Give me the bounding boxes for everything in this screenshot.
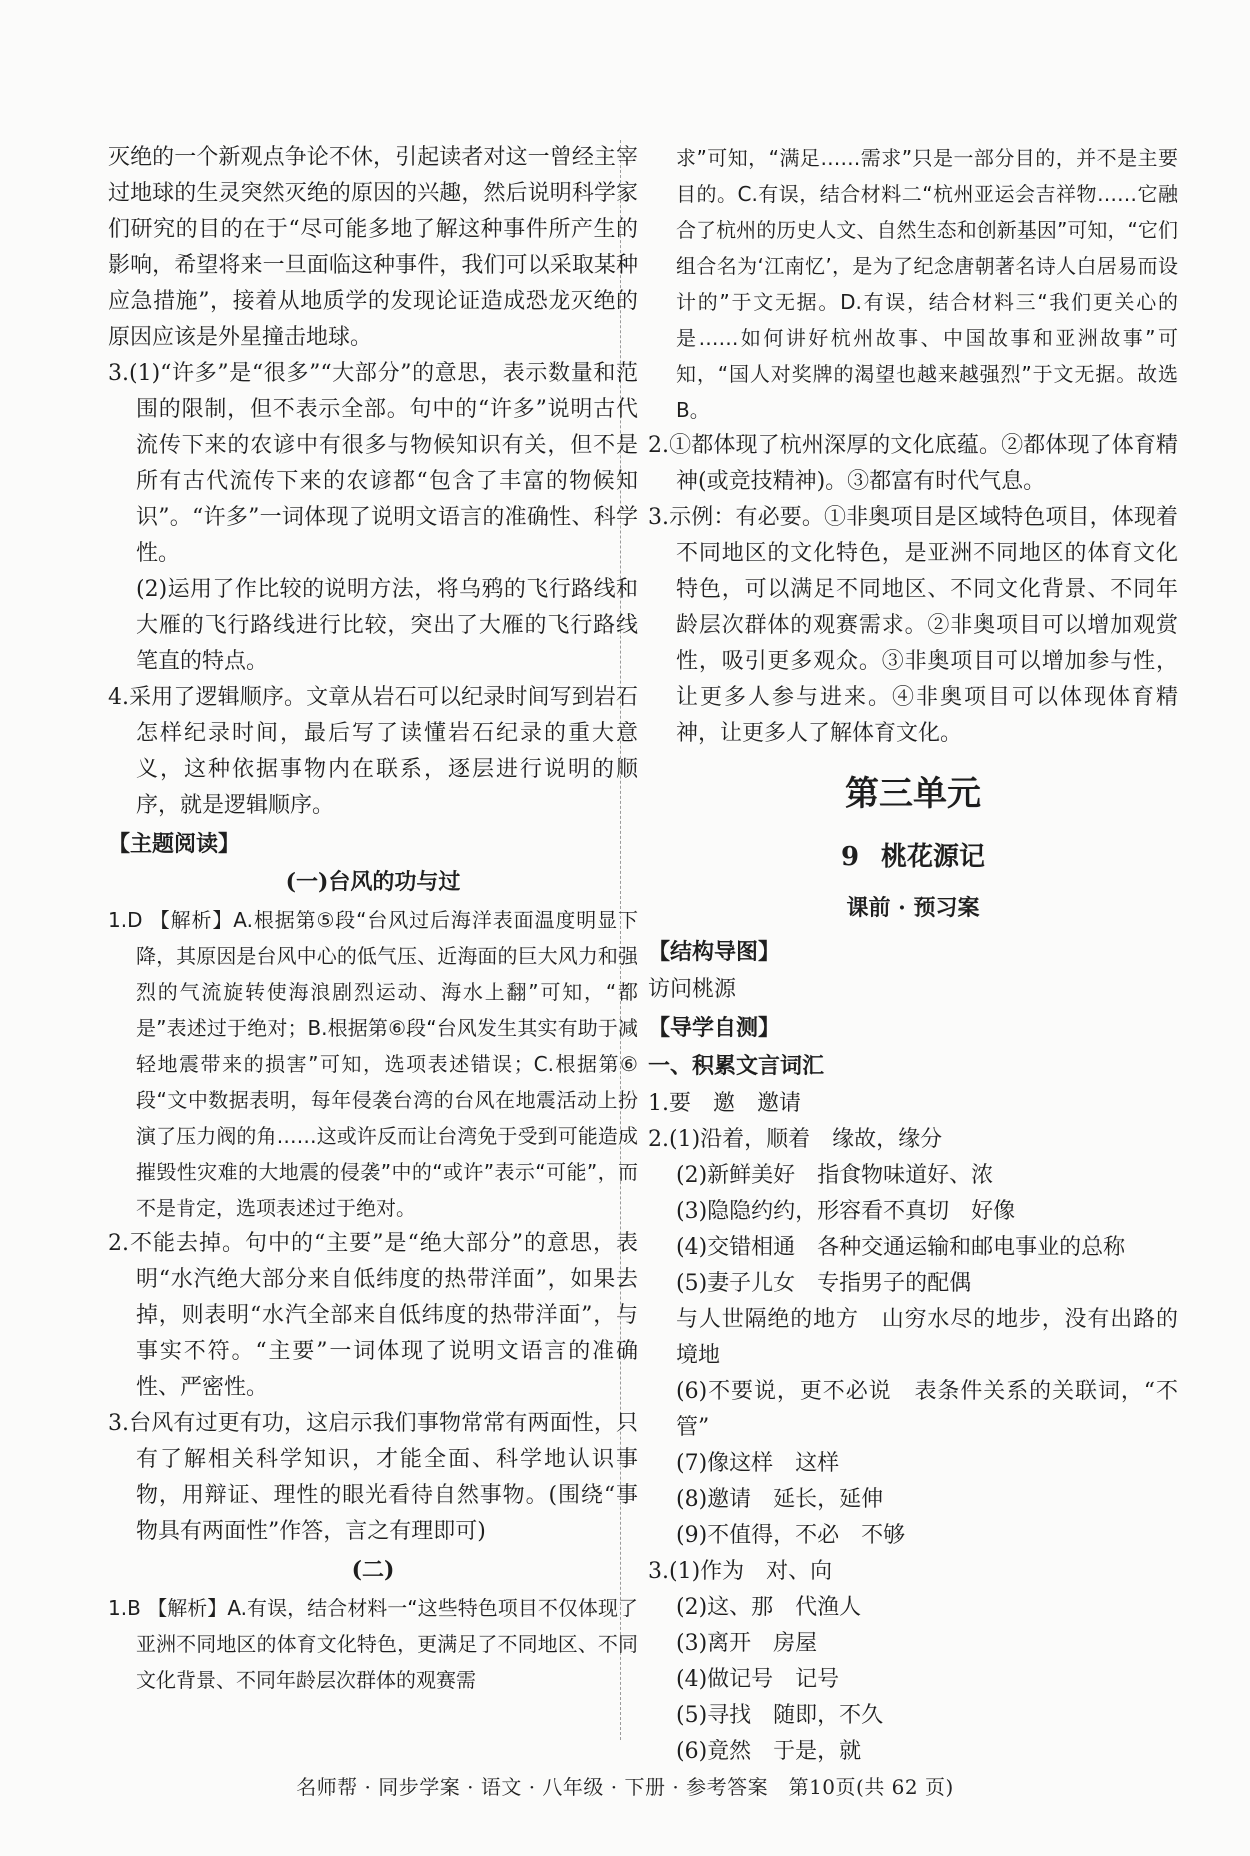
vocab-heading: 一、积累文言词汇 <box>648 1053 825 1079</box>
section-tag-self-test: 【导学自测】 <box>648 1015 781 1041</box>
vocab-2-7: (7)像这样 这样 <box>676 1451 840 1476</box>
section-tag-theme-reading: 【主题阅读】 <box>108 831 241 857</box>
lesson-subtitle: 课前 · 预习案 <box>846 895 980 921</box>
vocab-2-1: 2.(1)沿着，顺着 缘故，缘分 <box>648 1127 943 1152</box>
sub1-answer-3: 3.台风有过更有功，这启示我们事物常常有两面性，只有了解相关科学知识，才能全面、科学地认识事物，用辩证、理性的眼光看待自然事物。(围绕“事物具有两面性”作答，言之有理即可) <box>108 1411 638 1544</box>
sub2-answer-1-continued: 求”可知，“满足……需求”只是一部分目的，并不是主要目的。C.有误，结合材料二“杭州亚运会吉祥物……它融合了杭州的历史人文、自然生态和创新基因”可知，“它们组合名为‘江南忆’，是为了纪念唐朝著名诗人白居易而设计的”于文无据。D.有误，结合材料三“我们更关心的是……如何讲好杭州故事、中国故事和亚洲故事”可知，“国人对奖牌的渴望也越来越强烈”于文无据。故选B。 <box>676 146 1178 422</box>
vocab-3-6: (6)竟然 于是，就 <box>676 1739 862 1764</box>
subsection-title-2: (二) <box>351 1557 395 1583</box>
answer-3-2: (2)运用了作比较的说明方法，将乌鸦的飞行路线和大雁的飞行路线进行比较，突出了大雁的飞行路线笔直的特点。 <box>136 577 638 674</box>
intro-paragraph: 灭绝的一个新观点争论不休，引起读者对这一曾经主宰过地球的生灵突然灭绝的原因的兴趣，然后说明科学家们研究的目的在于“尽可能多地了解这种事件所产生的影响，希望将来一旦面临这种事件，我们可以采取某种应急措施”，接着从地质学的发现论证造成恐龙灭绝的原因应该是外星撞击地球。 <box>108 145 638 350</box>
vocab-2-5a: (5)妻子儿女 专指男子的配偶 <box>676 1271 972 1296</box>
unit-title: 第三单元 <box>845 774 981 814</box>
left-column <box>108 140 638 1698</box>
vocab-3-3: (3)离开 房屋 <box>676 1631 818 1656</box>
vocab-2-5b: 与人世隔绝的地方 山穷水尽的地步，没有出路的境地 <box>676 1307 1178 1368</box>
sub2-answer-3: 3.示例：有必要。①非奥项目是区域特色项目，体现着不同地区的文化特色，是亚洲不同地区的体育文化特色，可以满足不同地区、不同文化背景、不同年龄层次群体的观赛需求。②非奥项目可以增加观赏性，吸引更多观众。③非奥项目可以增加参与性，让更多人参与进来。④非奥项目可以体现体育精神，让更多人了解体育文化。 <box>648 505 1178 746</box>
vocab-3-2: (2)这、那 代渔人 <box>676 1595 862 1620</box>
sub1-answer-1: 1.D 【解析】A.根据第⑤段“台风过后海洋表面温度明显下降，其原因是台风中心的低气压、近海面的巨大风力和强烈的气流旋转使海浪剧烈运动、海水上翻”可知，“都是”表述过于绝对；B.根据第⑥段“台风发生其实有助于减轻地震带来的损害”可知，选项表述错误；C.根据第⑥段“文中数据表明，每年侵袭台湾的台风在地震活动上扮演了压力阀的角……这或许反而让台湾免于受到可能造成摧毁性灾难的大地震的侵袭”中的“或许”表示“可能”，而不是肯定，选项表述过于绝对。 <box>108 908 638 1220</box>
vocab-2-2: (2)新鲜美好 指食物味道好、浓 <box>676 1163 994 1188</box>
answer-4: 4.采用了逻辑顺序。文章从岩石可以纪录时间写到岩石怎样纪录时间，最后写了读懂岩石纪录的重大意义，这种依据事物内在联系，逐层进行说明的顺序，就是逻辑顺序。 <box>108 685 638 818</box>
subsection-title-1: (一)台风的功与过 <box>285 869 461 895</box>
vocab-3-5: (5)寻找 随即，不久 <box>676 1703 884 1728</box>
right-column <box>648 140 1178 1770</box>
sub1-answer-2: 2.不能去掉。句中的“主要”是“绝大部分”的意思，表明“水汽绝大部分来自低纬度的热带洋面”，如果去掉，则表明“水汽全部来自低纬度的热带洋面”，与事实不符。“主要”一词体现了说明文语言的准确性、严密性。 <box>108 1231 638 1400</box>
answer-3-1: 3.(1)“许多”是“很多”“大部分”的意思，表示数量和范围的限制，但不表示全部。句中的“许多”说明古代流传下来的农谚中有很多与物候知识有关，但不是所有古代流传下来的农谚都“包含了丰富的物候知识”。“许多”一词体现了说明文语言的准确性、科学性。 <box>108 361 638 566</box>
vocab-2-8: (8)邀请 延长，延伸 <box>676 1487 884 1512</box>
vocab-2-9: (9)不值得，不必 不够 <box>676 1523 906 1548</box>
lesson-number: 9 <box>840 842 860 872</box>
vocab-1: 1.要 邀 邀请 <box>648 1091 801 1116</box>
vocab-3-4: (4)做记号 记号 <box>676 1667 840 1692</box>
sub2-answer-1-lead: 1.B 【解析】A.有误，结合材料一“这些特色项目不仅体现了亚洲不同地区的体育文化特色，更满足了不同地区、不同文化背景、不同年龄层次群体的观赛需 <box>108 1596 638 1692</box>
vocab-2-3: (3)隐隐约约，形容看不真切 好像 <box>676 1199 1016 1224</box>
vocab-2-6: (6)不要说，更不必说 表条件关系的关联词，“不管” <box>676 1379 1178 1440</box>
page-footer: 名师帮 · 同步学案 · 语文 · 八年级 · 下册 · 参考答案 第10页(共 62 页) <box>296 1775 954 1799</box>
vocab-3-1: 3.(1)作为 对、向 <box>648 1559 833 1584</box>
lesson-name: 桃花源记 <box>881 842 986 872</box>
structure-text: 访问桃源 <box>648 977 737 1002</box>
section-tag-structure: 【结构导图】 <box>648 939 781 965</box>
lesson-title <box>648 838 1178 876</box>
sub2-answer-2: 2.①都体现了杭州深厚的文化底蕴。②都体现了体育精神(或竞技精神)。③都富有时代气息。 <box>648 433 1178 494</box>
vocab-2-4: (4)交错相通 各种交通运输和邮电事业的总称 <box>676 1235 1126 1260</box>
